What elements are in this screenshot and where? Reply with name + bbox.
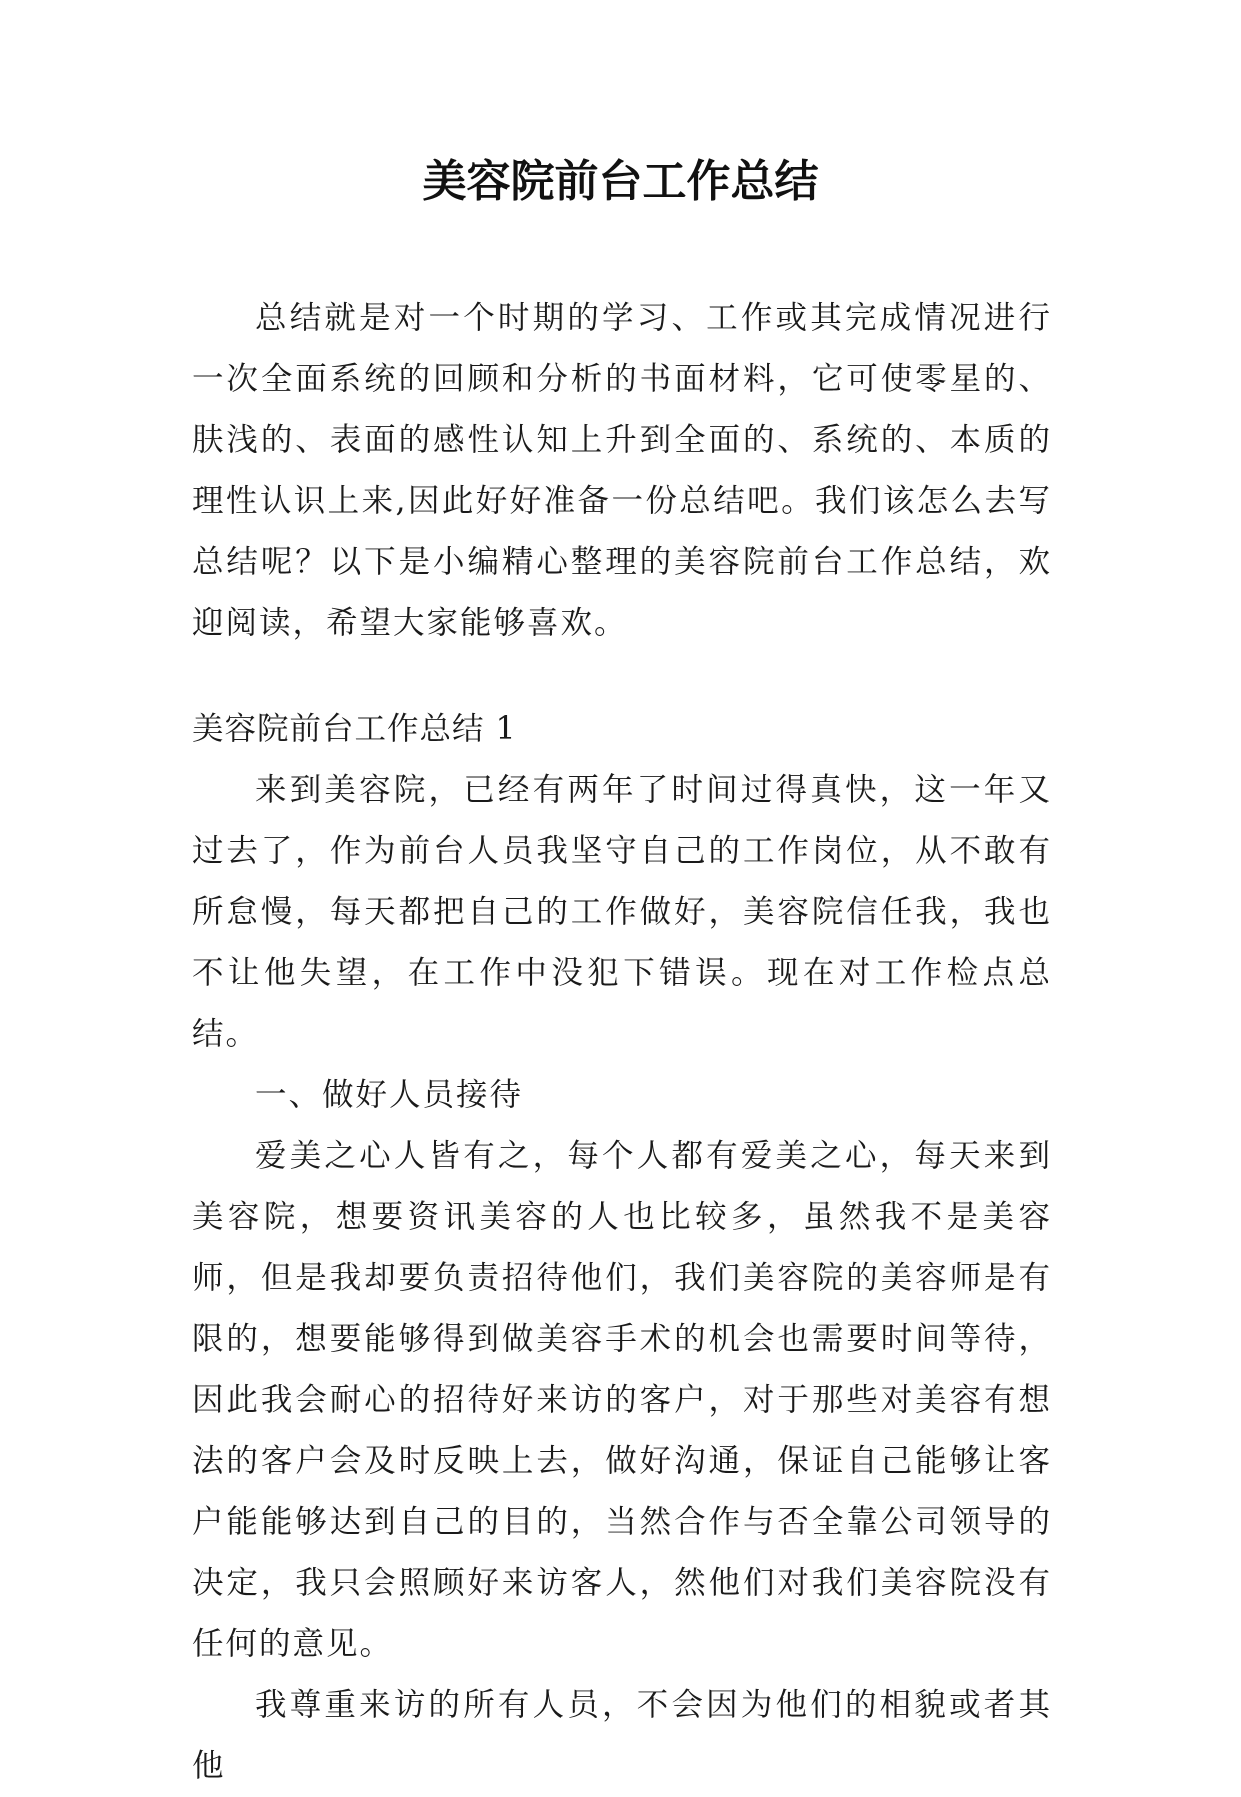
paragraph-1: 来到美容院，已经有两年了时间过得真快，这一年又过去了，作为前台人员我坚守自己的工作岗位，从不敢有所怠慢，每天都把自己的工作做好，美容院信任我，我也不让他失望，在工作中没犯下错误。现在对工作检点总结。: [192, 772, 1052, 1052]
paragraph-3: 爱美之心人皆有之，每个人都有爱美之心，每天来到美容院，想要资讯美容的人也比较多，虽然我不是美容师，但是我却要负责招待他们，我们美容院的美容师是有限的，想要能够得到做美容手术的机会也需要时间等待，因此我会耐心的招待好来访的客户，对于那些对美容有想法的客户会及时反映上去，做好沟通，保证自己能够让客户能能够达到自己的目的，当然合作与否全靠公司领导的决定，我只会照顾好来访客人，然他们对我们美容院没有任何的意见。: [192, 1138, 1052, 1662]
section-1-block: [192, 699, 1052, 1797]
document-title: 美容院前台工作总结: [422, 156, 819, 207]
intro-block: [192, 288, 1052, 654]
intro-paragraph: 总结就是对一个时期的学习、工作或其完成情况进行一次全面系统的回顾和分析的书面材料，它可使零星的、肤浅的、表面的感性认知上升到全面的、系统的、本质的理性认识上来,因此好好准备一份总结吧。我们该怎么去写总结呢？以下是小编精心整理的美容院前台工作总结，欢迎阅读，希望大家能够喜欢。: [192, 300, 1052, 641]
paragraph-4: 我尊重来访的所有人员，不会因为他们的相貌或者其他: [192, 1687, 1052, 1784]
paragraph-2: 一、做好人员接待: [255, 1077, 524, 1113]
section-heading: 美容院前台工作总结 1: [192, 711, 517, 747]
